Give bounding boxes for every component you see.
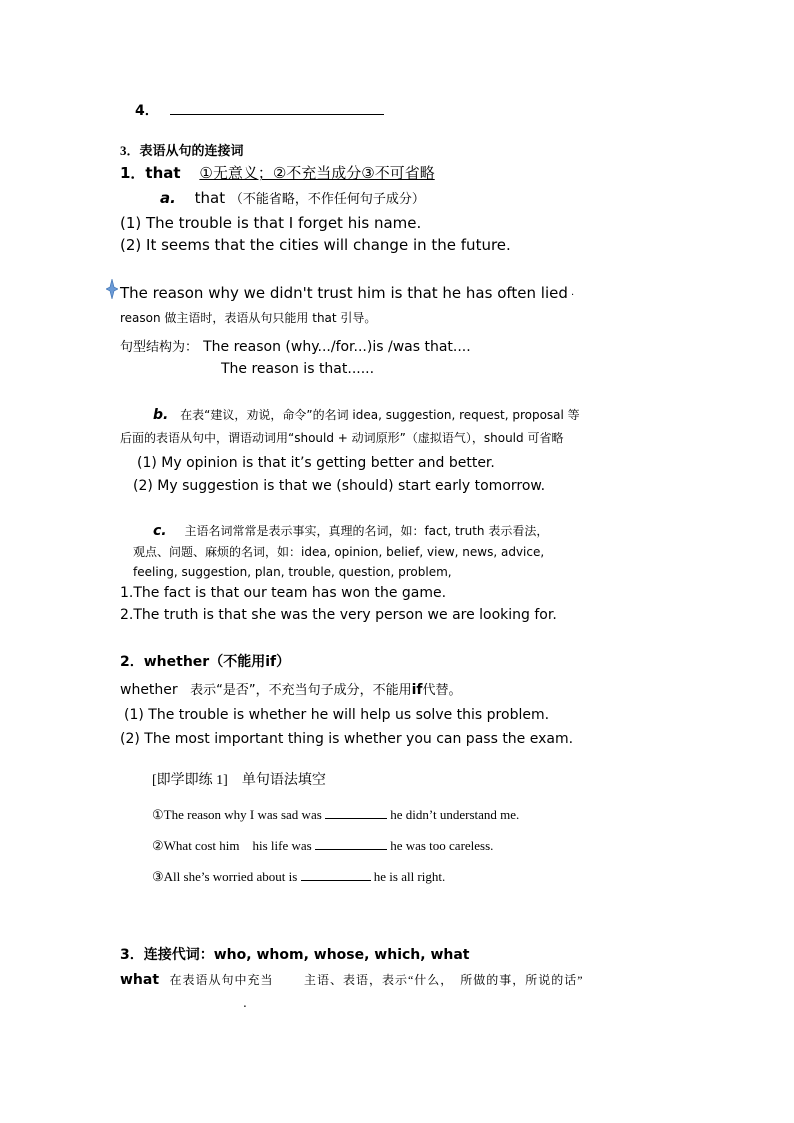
that-heading [120, 164, 435, 182]
that-a-line [160, 189, 425, 208]
that-heading-num: 1．that [120, 164, 181, 182]
practice-q1-pre: ①The reason why I was sad was [152, 807, 322, 822]
whether-heading-close: ） [276, 654, 291, 670]
whether-heading-num: 2．whether [120, 654, 210, 670]
practice-q1-blank[interactable] [325, 806, 387, 819]
pattern-2: The reason is that...... [221, 361, 375, 377]
pronoun-heading-words: who, whom, whose, which, what [213, 947, 470, 963]
practice-q3-blank[interactable] [301, 868, 371, 881]
whether-heading-paren: （不能用 [209, 654, 266, 670]
star-marker-icon [106, 279, 118, 299]
reason-sentence-text: The reason why we didn't trust him is that he has often lied [120, 284, 568, 302]
what-text-2: 主语、表语，表示“什么， 所做的事，所说的话” [303, 973, 584, 987]
b-example-2: (2) My suggestion is that we (should) start early tomorrow. [133, 478, 546, 494]
c-example-2: 2.The truth is that she was the very person we are looking for. [120, 607, 557, 623]
whether-heading [120, 654, 290, 671]
whether-word: whether [120, 682, 178, 698]
pattern-label: 句型结构为： [120, 340, 199, 355]
whether-desc [120, 682, 462, 699]
whether-desc-2: 代替。 [422, 683, 462, 698]
pronoun-heading-num: 3．连接代词： [120, 947, 214, 963]
practice-q2-post: he was too careless. [390, 838, 494, 853]
pattern-line-1 [120, 336, 471, 356]
that-a-word: that [194, 189, 226, 207]
practice-q3 [152, 868, 445, 885]
practice-q2-pre: ②What cost him his life was [152, 838, 312, 853]
whether-desc-1: 表示“是否”，不充当句子成分，不能用 [190, 683, 412, 698]
b-label: b. [153, 407, 169, 423]
reason-note: reason 做主语时，表语从句只能用 that 引导。 [120, 311, 377, 325]
b-text-2: 后面的表语从句中，谓语动词用“should + 动词原形”（虚拟语气），should 可省略 [120, 431, 564, 445]
c-label: c. [153, 523, 167, 539]
practice-q2 [152, 837, 493, 854]
c-line-1 [153, 523, 548, 540]
what-text-1: 在表语从句中充当 [169, 973, 274, 987]
practice-q3-pre: ③All she’s worried about is [152, 869, 298, 884]
whether-example-1: (1) The trouble is whether he will help us solve this problem. [124, 707, 550, 723]
what-trailing-dot: . [243, 996, 247, 1010]
q4-answer-blank[interactable] [170, 100, 384, 115]
whether-desc-if: if [411, 682, 423, 698]
c-text-2: 观点、问题、麻烦的名词，如：idea, opinion, belief, view, news, advice, [133, 545, 545, 559]
that-a-label: a. [160, 189, 176, 207]
pattern-1: The reason (why.../for...)is /was that.... [203, 339, 471, 355]
c-text-1: 主语名词常常是表示事实，真理的名词，如：fact, truth 表示看法， [184, 524, 549, 538]
q4-line [135, 100, 384, 120]
whether-heading-if: if [265, 654, 277, 670]
whether-example-2: (2) The most important thing is whether you can pass the exam. [120, 731, 574, 747]
that-summary: ①无意义；②不充当成分③不可省略 [199, 164, 435, 182]
b-line-1 [153, 407, 580, 424]
practice-q2-blank[interactable] [315, 837, 387, 850]
what-desc [120, 972, 584, 989]
q4-number: 4． [135, 103, 159, 119]
practice-title: [即学即练 1] 单句语法填空 [152, 773, 326, 788]
practice-q3-post: he is all right. [373, 869, 446, 884]
what-word: what [120, 972, 160, 988]
that-example-1: (1) The trouble is that I forget his name. [120, 214, 422, 232]
reason-sentence: The reason why we didn't trust him is that he has often lied · [120, 284, 575, 302]
practice-q1-post: he didn’t understand me. [390, 807, 520, 822]
practice-q1 [152, 806, 519, 823]
that-example-2: (2) It seems that the cities will change in the future. [120, 236, 511, 254]
that-a-note: （不能省略，不作任何句子成分） [229, 192, 425, 207]
c-text-3: feeling, suggestion, plan, trouble, question, problem, [133, 565, 452, 579]
b-example-1: (1) My opinion is that it’s getting better and better. [137, 455, 495, 471]
b-text-1: 在表“建议，劝说，命令”的名词 idea, suggestion, request, proposal 等 [180, 408, 580, 422]
section-heading: 3．表语从句的连接词 [120, 143, 244, 158]
c-example-1: 1.The fact is that our team has won the game. [120, 585, 447, 601]
pronoun-heading [120, 947, 470, 964]
